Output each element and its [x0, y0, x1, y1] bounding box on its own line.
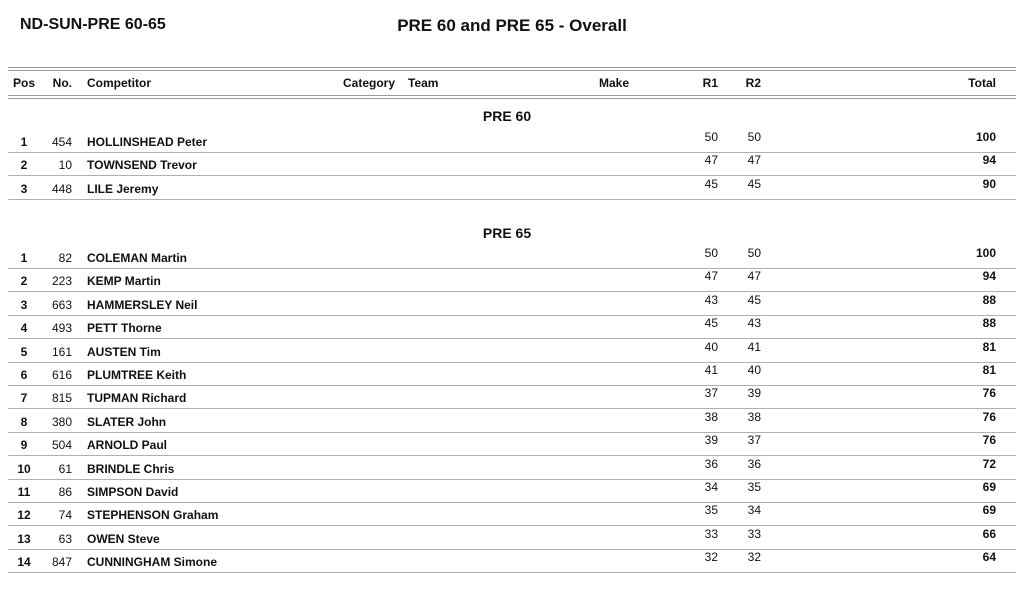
cell-total: 76: [982, 433, 996, 448]
cell-r1: 36: [704, 456, 718, 471]
cell-pos: 3: [20, 297, 28, 312]
table-row: [0, 316, 1024, 339]
cell-pos: 14: [17, 555, 31, 570]
cell-pos: 9: [20, 438, 28, 453]
cell-total: 69: [982, 503, 996, 518]
table-row: [0, 433, 1024, 456]
cell-pos: 2: [20, 274, 28, 289]
divider: [8, 95, 1016, 96]
cell-competitor: STEPHENSON Graham: [87, 508, 219, 523]
cell-r2: 45: [747, 176, 761, 191]
cell-r2: 47: [747, 153, 761, 168]
cell-number: 847: [51, 555, 72, 570]
divider: [8, 98, 1016, 99]
cell-number: 380: [51, 414, 72, 429]
table-row: [0, 550, 1024, 573]
cell-pos: 3: [20, 181, 28, 196]
table-row: [0, 480, 1024, 503]
cell-competitor: HAMMERSLEY Neil: [87, 297, 198, 312]
divider: [8, 70, 1016, 71]
cell-r1: 37: [704, 386, 718, 401]
cell-competitor: LILE Jeremy: [87, 181, 159, 196]
cell-number: 504: [51, 438, 72, 453]
cell-r1: 32: [704, 550, 718, 565]
row-divider: [8, 572, 1016, 573]
cell-competitor: TUPMAN Richard: [87, 391, 187, 406]
cell-pos: 5: [20, 344, 28, 359]
cell-competitor: HOLLINSHEAD Peter: [87, 135, 208, 149]
cell-total: 66: [982, 526, 996, 541]
cell-total: 94: [982, 269, 996, 284]
cell-competitor: TOWNSEND Trevor: [87, 158, 197, 173]
cell-r2: 39: [747, 386, 761, 401]
cell-total: 81: [982, 339, 996, 354]
cell-pos: 8: [20, 414, 28, 429]
cell-competitor: KEMP Martin: [87, 274, 161, 289]
column-header-total: Total: [968, 76, 996, 90]
event-code: ND-SUN-PRE 60-65: [20, 16, 166, 33]
table-row: [0, 293, 1024, 316]
table-row: [0, 410, 1024, 433]
cell-r1: 50: [704, 130, 718, 144]
cell-number: 10: [58, 158, 72, 173]
cell-number: 63: [58, 531, 72, 546]
group-title: PRE 65: [482, 225, 532, 241]
cell-number: 82: [58, 251, 72, 265]
cell-number: 815: [51, 391, 72, 406]
cell-pos: 1: [20, 135, 28, 149]
cell-r2: 32: [747, 550, 761, 565]
cell-r2: 40: [747, 363, 761, 377]
cell-competitor: SIMPSON David: [87, 485, 179, 499]
column-header-team: Team: [408, 76, 439, 90]
table-row: [0, 527, 1024, 550]
table-row: [0, 269, 1024, 292]
cell-competitor: CUNNINGHAM Simone: [87, 555, 218, 570]
cell-r1: 41: [704, 363, 718, 377]
cell-number: 61: [58, 461, 72, 476]
cell-pos: 12: [17, 508, 31, 523]
cell-competitor: SLATER John: [87, 414, 167, 429]
cell-r2: 35: [747, 480, 761, 494]
column-header-r1: R1: [702, 76, 718, 90]
group-title: PRE 60: [482, 108, 532, 124]
cell-competitor: PETT Thorne: [87, 321, 162, 336]
cell-competitor: AUSTEN Tim: [87, 344, 161, 359]
cell-number: 161: [51, 344, 72, 359]
table-row: [0, 363, 1024, 386]
cell-r1: 50: [704, 246, 718, 260]
column-header-r2: R2: [745, 76, 761, 90]
cell-r1: 40: [704, 339, 718, 354]
cell-pos: 4: [20, 321, 28, 336]
cell-pos: 6: [20, 368, 28, 382]
column-header-make: Make: [599, 76, 630, 90]
cell-r2: 45: [747, 292, 761, 307]
cell-competitor: OWEN Steve: [87, 531, 160, 546]
row-divider: [8, 199, 1016, 200]
cell-r2: 41: [747, 339, 761, 354]
cell-r1: 39: [704, 433, 718, 448]
cell-competitor: COLEMAN Martin: [87, 251, 187, 265]
cell-r2: 38: [747, 409, 761, 424]
cell-total: 88: [982, 316, 996, 331]
cell-r1: 38: [704, 409, 718, 424]
table-row: [0, 457, 1024, 480]
table-row: [0, 153, 1024, 176]
cell-r2: 50: [747, 246, 761, 260]
cell-number: 74: [58, 508, 72, 523]
table-row: [0, 503, 1024, 526]
table-row: [0, 130, 1024, 153]
cell-total: 72: [982, 456, 996, 471]
cell-r2: 37: [747, 433, 761, 448]
cell-pos: 11: [17, 485, 31, 499]
cell-number: 663: [51, 297, 72, 312]
cell-total: 64: [982, 550, 996, 565]
cell-r2: 33: [747, 526, 761, 541]
cell-number: 448: [51, 181, 72, 196]
table-row: [0, 386, 1024, 409]
page-title: PRE 60 and PRE 65 - Overall: [397, 16, 627, 35]
cell-total: 88: [982, 292, 996, 307]
cell-pos: 10: [17, 461, 31, 476]
cell-r1: 33: [704, 526, 718, 541]
cell-r1: 45: [704, 176, 718, 191]
cell-total: 76: [982, 386, 996, 401]
cell-r1: 34: [704, 480, 718, 494]
cell-r2: 47: [747, 269, 761, 284]
cell-total: 76: [982, 409, 996, 424]
column-header-competitor: Competitor: [87, 76, 151, 90]
cell-total: 69: [982, 480, 996, 494]
cell-r1: 43: [704, 292, 718, 307]
cell-competitor: PLUMTREE Keith: [87, 368, 187, 382]
cell-number: 616: [51, 368, 72, 382]
table-row: [0, 340, 1024, 363]
cell-total: 100: [975, 130, 996, 144]
table-row: [0, 246, 1024, 269]
cell-r2: 36: [747, 456, 761, 471]
table-header: [0, 76, 1024, 92]
column-header-category: Category: [343, 76, 396, 90]
cell-r1: 47: [704, 153, 718, 168]
cell-pos: 1: [20, 251, 28, 265]
cell-number: 493: [51, 321, 72, 336]
cell-r2: 34: [747, 503, 761, 518]
column-header-no: No.: [52, 76, 72, 90]
column-header-pos: Pos: [12, 76, 35, 90]
cell-r1: 45: [704, 316, 718, 331]
cell-r2: 50: [747, 130, 761, 144]
cell-pos: 13: [17, 531, 31, 546]
table-row: [0, 177, 1024, 200]
cell-total: 100: [975, 246, 996, 260]
cell-r2: 43: [747, 316, 761, 331]
cell-pos: 2: [20, 158, 28, 173]
cell-total: 90: [982, 176, 996, 191]
cell-r1: 47: [704, 269, 718, 284]
cell-total: 94: [982, 153, 996, 168]
cell-number: 86: [58, 485, 72, 499]
cell-pos: 7: [20, 391, 28, 406]
cell-total: 81: [982, 363, 996, 377]
cell-number: 223: [51, 274, 72, 289]
cell-number: 454: [51, 135, 72, 149]
divider: [8, 67, 1016, 68]
cell-competitor: ARNOLD Paul: [87, 438, 168, 453]
cell-r1: 35: [704, 503, 718, 518]
cell-competitor: BRINDLE Chris: [87, 461, 175, 476]
